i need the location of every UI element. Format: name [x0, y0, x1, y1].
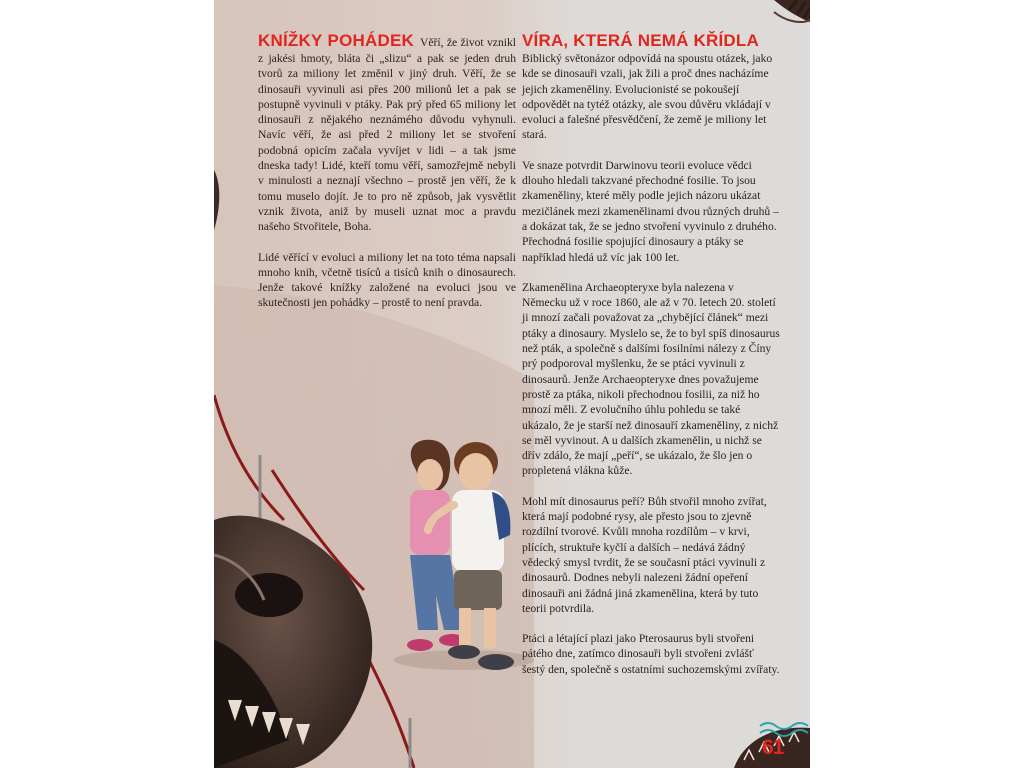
book-page: [214, 0, 810, 768]
right-paragraph-4: Mohl mít dinosaurus peří? Bůh stvořil mnoho zvířat, která mají podobné rysy, ale přesto jsou to zjevně rozdílní tvorové. Kvůli mnoha rozdílům – v krvi, plících, struktuře kyčlí a dalších – nedává žádný vědecký smysl tvrdit, že se současní ptáci vyvinuli z dinosaurů. Dodnes nebyli nalezeni žádní opeření dinosauři ani žádná jiná zkamenělina, která by tuto teorii potvrdila.: [522, 494, 767, 615]
right-paragraph-5: Ptáci a létající plazi jako Pterosaurus byli stvořeni pátého dne, zatímco dinosauři byli stvořeni zvlášť šestý den, společně s ostatními suchozemskými zvířaty.: [522, 632, 780, 676]
fossil-claws-icon: [774, 0, 810, 22]
left-column: [258, 31, 516, 326]
right-column: [522, 31, 780, 692]
right-heading: VÍRA, KTERÁ NEMÁ KŘÍDLA: [522, 31, 759, 50]
right-paragraph-1: Biblický světonázor odpovídá na spoustu otázek, jako kde se dinosauři vzali, jak žili a proč dnes nacházíme jejich zkameněliny. Evolucionisté se pokoušejí odpovědět na tytéž otázky, ale svou důvěru vkládají v evoluci a falešné přesvědčení, že země je miliony let stará.: [522, 52, 773, 142]
left-paragraph-2: Lidé věřící v evoluci a miliony let na toto téma napsali mnoho knih, včetně tisíců a tisíců knih o dinosaurech. Jenže takové knížky založené na evoluci jsou ve skutečnosti jen pohádky – prostě to není pravda.: [258, 250, 516, 310]
page-number: 61: [762, 736, 784, 759]
left-intro-text: Věří, že život vznikl z jakési hmoty, bláta či „slizu“ a pak se jeden druh tvorů za miliony let změnil v jiný druh. Věří, že se dinosauři vyvinuli asi přes 200 milionů let a pak se postupně vyvinuli v ptáky. Pak prý před 65 miliony let dinosauři z nějakého neznámého důvodu vyhynuli. Navíc věří, že asi před 2 miliony let se stvoření podobná opicím začala vyvíjet v lidi – a tak jsme dneska tady! Lidé, kteří tomu věří, samozřejmě nebyli v minulosti a neznají všechno – prostě jen věří, že k tomu muselo dojít. Je to pro ně způsob, jak vysvětlit vznik života, aniž by museli uznat moc a pravdu našeho Stvořitele, Boha.: [258, 36, 516, 234]
right-paragraph-3: Zkamenělina Archaeopteryxe byla nalezena v Německu už v roce 1860, ale až v 70. letech 20. století ji mnozí začali považovat za „chybějící článek“ mezi ptáky a dinosaury. Myslelo se, že to byl spíš dinosaurus než pták, a společně s dalšími fosilními nálezy z Číny prý podporoval myšlenku, že se ptáci vyvinuli z dinosaurů. Jenže Archaeopteryxe dnes považujeme prostě za ptáka, nikoli přechodnou fosilii, za niž ho mnozí měli. Z evolučního úhlu pohledu se také ukázalo, že je starší než dinosauří zkameněliny, z nichž se měl vyvinout. A u dalších zkamenělin, u nichž se dřív zdálo, že mají „peří“, se ukázalo, že šlo jen o propletená vlákna kůže.: [522, 280, 780, 478]
left-heading: KNÍŽKY POHÁDEK: [258, 31, 414, 50]
left-paragraph-1: [258, 31, 516, 235]
fossil-edge-icon: [214, 170, 219, 230]
right-paragraph-2: Ve snaze potvrdit Darwinovu teorii evoluce vědci dlouho hledali takzvané přechodné fosilie. To jsou zkameněliny, které měly podle jejich názoru ukázat mezičlánek mezi zkamenělinami dvou různých druhů – a dokázat tak, že se jedno stvoření vyvinulo z druhého. Přechodná fosilie spojující dinosaury a ptáky se například hledá už víc jak 100 let.: [522, 158, 779, 264]
